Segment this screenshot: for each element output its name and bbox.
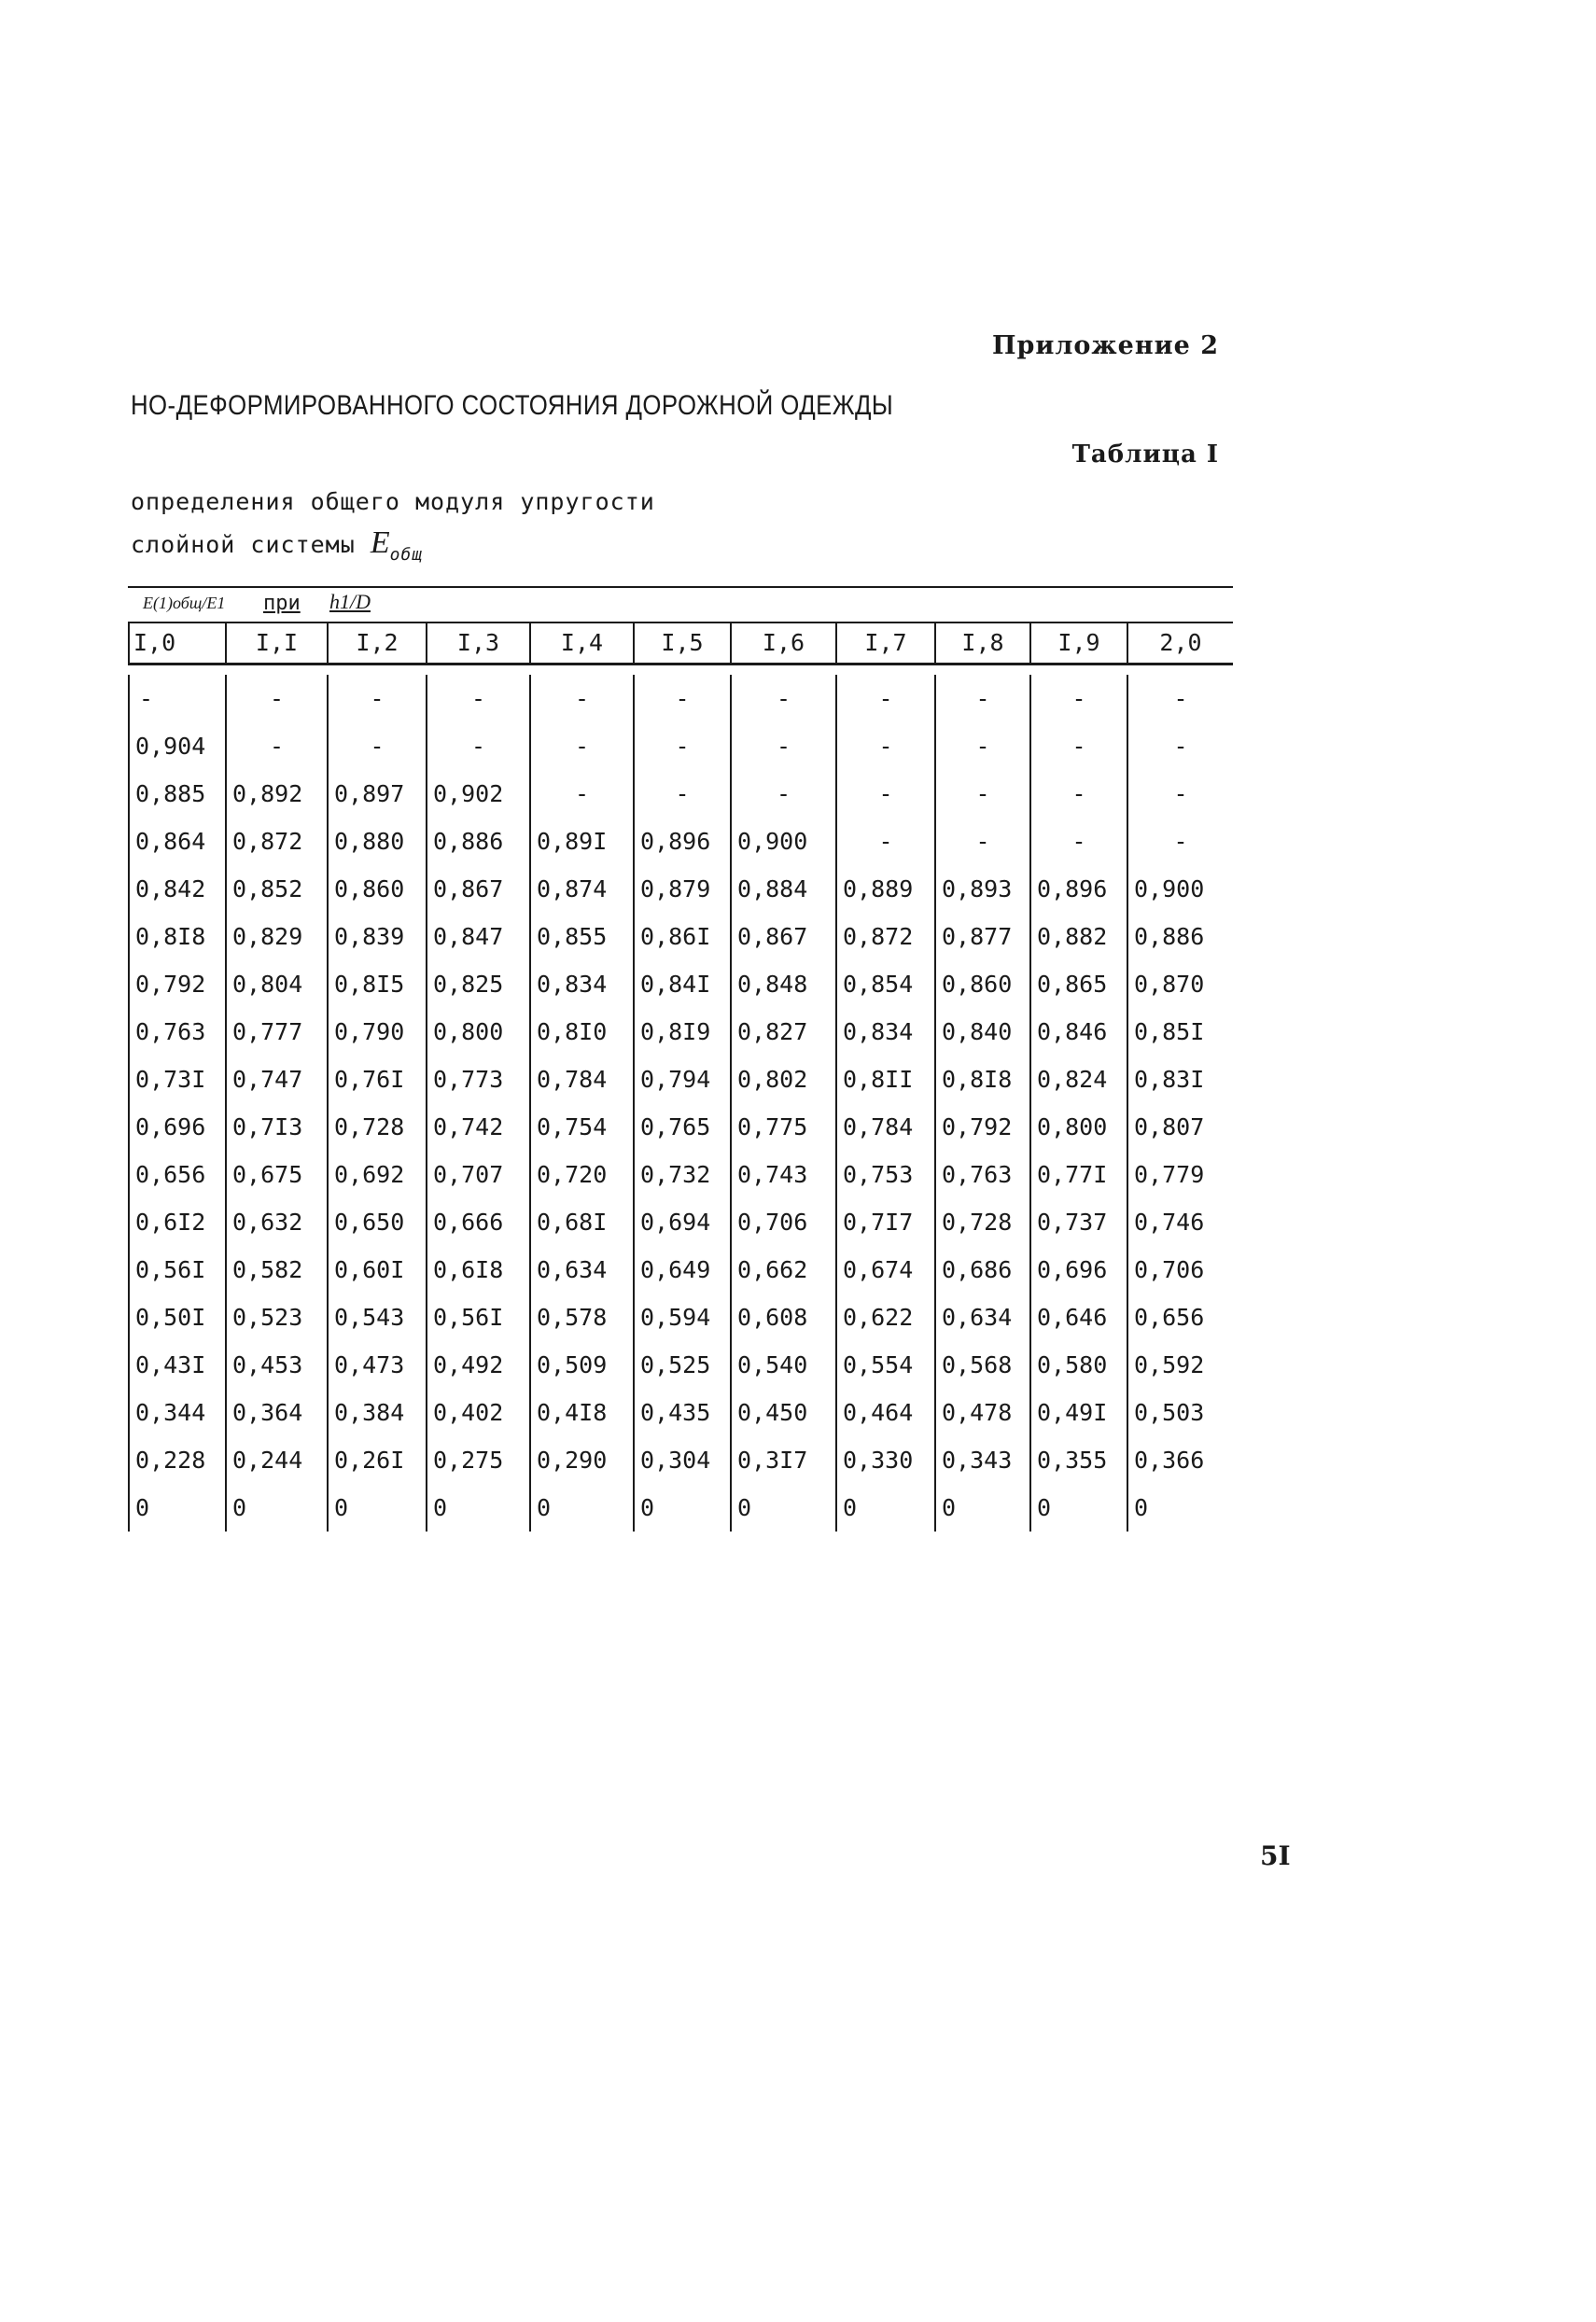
table-cell: - [1029, 818, 1127, 865]
table-cell: 0,753 [835, 1151, 934, 1198]
table-cell: 0,384 [327, 1389, 426, 1436]
thickness-ratio-label: h1/D [329, 590, 371, 613]
table-caption-line-2 [131, 525, 423, 565]
table-cell: 0,662 [730, 1246, 835, 1294]
table-cell: 0,674 [835, 1246, 934, 1294]
table-cell: 0,792 [128, 960, 225, 1008]
table-cell: - [730, 675, 835, 722]
table-cell: 0,763 [934, 1151, 1029, 1198]
table-cell: - [934, 675, 1029, 722]
column-header: 2,0 [1127, 623, 1233, 663]
table-cell: 0,580 [1029, 1341, 1127, 1389]
table-cell: 0,852 [225, 865, 327, 913]
table-cell: 0,56I [128, 1246, 225, 1294]
table-cell: 0 [633, 1484, 730, 1532]
table-row [128, 1246, 1233, 1294]
table-cell: 0,804 [225, 960, 327, 1008]
table-cell: 0,492 [426, 1341, 529, 1389]
table-cell: 0,43I [128, 1341, 225, 1389]
table-cell: 0,737 [1029, 1198, 1127, 1246]
table-cell: 0,330 [835, 1436, 934, 1484]
table-cell: 0 [934, 1484, 1029, 1532]
table-cell: 0,568 [934, 1341, 1029, 1389]
table-body [128, 665, 1233, 1532]
table-cell: 0,77I [1029, 1151, 1127, 1198]
table-cell: 0,779 [1127, 1151, 1233, 1198]
table-row [128, 913, 1233, 960]
table-cell: 0,867 [730, 913, 835, 960]
table-cell: 0,525 [633, 1341, 730, 1389]
page-heading: НО-ДЕФОРМИРОВАННОГО СОСТОЯНИЯ ДОРОЖНОЙ ОДЕЖДЫ [131, 390, 894, 421]
table-cell: 0 [128, 1484, 225, 1532]
table-cell: 0,554 [835, 1341, 934, 1389]
table-cell: 0,897 [327, 770, 426, 818]
table-cell: 0,872 [835, 913, 934, 960]
column-header: I,6 [730, 623, 835, 663]
table-cell: 0,884 [730, 865, 835, 913]
table-cell: 0,632 [225, 1198, 327, 1246]
table-cell: 0,896 [1029, 865, 1127, 913]
modulus-subscript: общ [389, 545, 424, 565]
table-cell: 0,860 [934, 960, 1029, 1008]
table-row [128, 1341, 1233, 1389]
table-cell: - [1029, 675, 1127, 722]
table-cell: 0,4I8 [529, 1389, 633, 1436]
table-cell: - [225, 722, 327, 770]
table-cell: 0,839 [327, 913, 426, 960]
table-cell: 0,608 [730, 1294, 835, 1341]
table-cell: 0,675 [225, 1151, 327, 1198]
table-cell: 0,800 [426, 1008, 529, 1056]
table-cell: 0,834 [835, 1008, 934, 1056]
table-cell: 0,874 [529, 865, 633, 913]
caption-text: слойной системы [131, 531, 356, 558]
table-row [128, 960, 1233, 1008]
table-cell: 0,6I2 [128, 1198, 225, 1246]
table-cell: 0,509 [529, 1341, 633, 1389]
table-row [128, 1198, 1233, 1246]
table-cell: - [934, 818, 1029, 865]
table-cell: - [1029, 770, 1127, 818]
table-cell: 0,89I [529, 818, 633, 865]
table-cell: 0,473 [327, 1341, 426, 1389]
modulus-table [128, 586, 1233, 1532]
table-row [128, 722, 1233, 770]
table-cell: 0,8I8 [934, 1056, 1029, 1103]
table-cell: 0,854 [835, 960, 934, 1008]
table-cell: 0,860 [327, 865, 426, 913]
table-cell: 0,364 [225, 1389, 327, 1436]
table-cell: 0,765 [633, 1103, 730, 1151]
table-cell: 0,26I [327, 1436, 426, 1484]
table-cell: 0,355 [1029, 1436, 1127, 1484]
table-cell: 0,634 [529, 1246, 633, 1294]
table-cell: 0,84I [633, 960, 730, 1008]
table-cell: 0 [225, 1484, 327, 1532]
table-cell: 0,706 [1127, 1246, 1233, 1294]
table-cell: 0,777 [225, 1008, 327, 1056]
table-cell: 0,450 [730, 1389, 835, 1436]
table-cell: 0,696 [1029, 1246, 1127, 1294]
table-cell: 0,453 [225, 1341, 327, 1389]
table-cell: 0,790 [327, 1008, 426, 1056]
table-cell: - [426, 722, 529, 770]
table-cell: 0,503 [1127, 1389, 1233, 1436]
table-cell: 0,244 [225, 1436, 327, 1484]
table-cell: 0,763 [128, 1008, 225, 1056]
table-cell: 0,343 [934, 1436, 1029, 1484]
table-cell: 0,847 [426, 913, 529, 960]
table-cell: 0,743 [730, 1151, 835, 1198]
table-cell: 0,885 [128, 770, 225, 818]
at-label: при [263, 592, 301, 615]
table-cell: 0,60I [327, 1246, 426, 1294]
table-row [128, 818, 1233, 865]
table-cell: 0,902 [426, 770, 529, 818]
table-cell: 0,889 [835, 865, 934, 913]
table-cell: 0,872 [225, 818, 327, 865]
column-header: I,3 [426, 623, 529, 663]
table-cell: - [934, 722, 1029, 770]
table-cell: 0 [835, 1484, 934, 1532]
table-cell: 0,646 [1029, 1294, 1127, 1341]
column-header: I,4 [529, 623, 633, 663]
table-cell: 0,840 [934, 1008, 1029, 1056]
table-cell: 0 [1127, 1484, 1233, 1532]
table-cell: 0,73I [128, 1056, 225, 1103]
table-cell: - [835, 818, 934, 865]
table-cell: 0,886 [426, 818, 529, 865]
table-cell: 0,85I [1127, 1008, 1233, 1056]
table-cell: - [225, 675, 327, 722]
table-cell: - [1127, 770, 1233, 818]
table-cell: 0,886 [1127, 913, 1233, 960]
table-row [128, 1389, 1233, 1436]
table-number-label: Таблица I [1071, 441, 1219, 469]
table-cell: 0,649 [633, 1246, 730, 1294]
table-cell: 0,435 [633, 1389, 730, 1436]
table-cell: 0,366 [1127, 1436, 1233, 1484]
table-cell: - [1127, 818, 1233, 865]
table-cell: 0 [426, 1484, 529, 1532]
table-cell: 0,686 [934, 1246, 1029, 1294]
table-cell: 0,8II [835, 1056, 934, 1103]
table-cell: 0,728 [934, 1198, 1029, 1246]
column-header: I,9 [1029, 623, 1127, 663]
table-cell: 0,6I8 [426, 1246, 529, 1294]
table-cell: - [934, 770, 1029, 818]
table-cell: 0 [327, 1484, 426, 1532]
table-cell: - [1127, 675, 1233, 722]
table-row [128, 1436, 1233, 1484]
table-cell: 0 [730, 1484, 835, 1532]
table-cell: - [128, 675, 225, 722]
table-cell: 0,694 [633, 1198, 730, 1246]
table-cell: 0 [1029, 1484, 1127, 1532]
table-cell: 0,304 [633, 1436, 730, 1484]
table-cell: 0,275 [426, 1436, 529, 1484]
table-cell: - [835, 675, 934, 722]
table-cell: - [1029, 722, 1127, 770]
table-cell: 0,746 [1127, 1198, 1233, 1246]
table-cell: 0,827 [730, 1008, 835, 1056]
table-cell: 0,900 [1127, 865, 1233, 913]
table-cell: 0,50I [128, 1294, 225, 1341]
table-cell: 0,344 [128, 1389, 225, 1436]
table-cell: - [529, 675, 633, 722]
table-cell: 0,732 [633, 1151, 730, 1198]
table-cell: 0,8I5 [327, 960, 426, 1008]
table-cell: 0,842 [128, 865, 225, 913]
table-cell: 0,523 [225, 1294, 327, 1341]
table-cell: 0,882 [1029, 913, 1127, 960]
table-cell: 0,290 [529, 1436, 633, 1484]
table-cell: 0,7I3 [225, 1103, 327, 1151]
table-cell: 0,464 [835, 1389, 934, 1436]
table-cell: 0,784 [529, 1056, 633, 1103]
table-row [128, 675, 1233, 722]
table-row [128, 865, 1233, 913]
table-row [128, 1484, 1233, 1532]
table-cell: 0,582 [225, 1246, 327, 1294]
table-cell: - [1127, 722, 1233, 770]
table-cell: 0,402 [426, 1389, 529, 1436]
table-row [128, 1056, 1233, 1103]
table-cell: 0,870 [1127, 960, 1233, 1008]
table-cell: 0,846 [1029, 1008, 1127, 1056]
table-cell: 0,802 [730, 1056, 835, 1103]
table-cell: 0,656 [128, 1151, 225, 1198]
table-cell: 0,824 [1029, 1056, 1127, 1103]
table-cell: 0,666 [426, 1198, 529, 1246]
table-cell: 0,807 [1127, 1103, 1233, 1151]
table-cell: 0,829 [225, 913, 327, 960]
table-cell: 0,622 [835, 1294, 934, 1341]
table-cell: 0,56I [426, 1294, 529, 1341]
table-row [128, 770, 1233, 818]
table-cell: 0,864 [128, 818, 225, 865]
table-cell: 0,877 [934, 913, 1029, 960]
table-cell: 0,893 [934, 865, 1029, 913]
column-header: I,I [225, 623, 327, 663]
column-header: I,7 [835, 623, 934, 663]
table-cell: 0,707 [426, 1151, 529, 1198]
table-cell: - [730, 722, 835, 770]
table-cell: - [529, 770, 633, 818]
table-caption-line-1: определения общего модуля упругости [131, 488, 655, 515]
table-cell: - [529, 722, 633, 770]
table-cell: 0,68I [529, 1198, 633, 1246]
table-cell: - [633, 675, 730, 722]
table-cell: 0,692 [327, 1151, 426, 1198]
table-cell: 0,773 [426, 1056, 529, 1103]
table-cell: 0,896 [633, 818, 730, 865]
table-row [128, 1151, 1233, 1198]
table-cell: - [327, 722, 426, 770]
appendix-label: Приложение 2 [991, 331, 1219, 360]
table-cell: 0,8I8 [128, 913, 225, 960]
column-header: I,5 [633, 623, 730, 663]
table-cell: 0,742 [426, 1103, 529, 1151]
table-cell: 0,83I [1127, 1056, 1233, 1103]
table-cell: 0,834 [529, 960, 633, 1008]
modulus-symbol: E [370, 525, 390, 560]
column-header: I,8 [934, 623, 1029, 663]
table-cell: 0,3I7 [730, 1436, 835, 1484]
table-cell: 0,8I9 [633, 1008, 730, 1056]
table-cell: 0,880 [327, 818, 426, 865]
table-cell: 0,76I [327, 1056, 426, 1103]
table-cell: 0,892 [225, 770, 327, 818]
table-cell: 0,592 [1127, 1341, 1233, 1389]
table-cell: 0,800 [1029, 1103, 1127, 1151]
table-cell: 0,747 [225, 1056, 327, 1103]
table-cell: 0,879 [633, 865, 730, 913]
table-cell: 0,904 [128, 722, 225, 770]
table-cell: 0,696 [128, 1103, 225, 1151]
table-cell: 0,228 [128, 1436, 225, 1484]
table-cell: 0,706 [730, 1198, 835, 1246]
table-cell: 0,720 [529, 1151, 633, 1198]
table-cell: - [835, 770, 934, 818]
table-row [128, 1008, 1233, 1056]
table-cell: 0,656 [1127, 1294, 1233, 1341]
table-cell: 0,754 [529, 1103, 633, 1151]
table-cell: - [633, 722, 730, 770]
table-cell: 0,8I0 [529, 1008, 633, 1056]
table-cell: 0,865 [1029, 960, 1127, 1008]
table-cell: 0,728 [327, 1103, 426, 1151]
table-cell: - [426, 675, 529, 722]
table-cell: 0,543 [327, 1294, 426, 1341]
page-number: 5I [1260, 1840, 1291, 1871]
table-cell: 0,594 [633, 1294, 730, 1341]
table-cell: - [633, 770, 730, 818]
table-cell: - [730, 770, 835, 818]
table-cell: 0,775 [730, 1103, 835, 1151]
table-cell: 0,86I [633, 913, 730, 960]
table-parameter-row [128, 588, 1233, 622]
table-cell: 0,540 [730, 1341, 835, 1389]
table-cell: 0,650 [327, 1198, 426, 1246]
table-cell: 0,792 [934, 1103, 1029, 1151]
table-cell: 0,867 [426, 865, 529, 913]
column-header: I,2 [327, 623, 426, 663]
table-cell: 0,848 [730, 960, 835, 1008]
table-cell: 0,794 [633, 1056, 730, 1103]
table-cell: 0,478 [934, 1389, 1029, 1436]
ratio-label: E(1)общ/E1 [143, 594, 226, 612]
table-cell: 0 [529, 1484, 633, 1532]
table-cell: 0,578 [529, 1294, 633, 1341]
column-header: I,0 [128, 623, 225, 663]
table-cell: 0,784 [835, 1103, 934, 1151]
table-row [128, 1294, 1233, 1341]
table-cell: 0,49I [1029, 1389, 1127, 1436]
table-cell: 0,7I7 [835, 1198, 934, 1246]
table-cell: - [835, 722, 934, 770]
table-cell: - [327, 675, 426, 722]
table-cell: 0,825 [426, 960, 529, 1008]
table-cell: 0,855 [529, 913, 633, 960]
table-cell: 0,634 [934, 1294, 1029, 1341]
table-header-row [128, 623, 1233, 665]
table-row [128, 1103, 1233, 1151]
table-cell: 0,900 [730, 818, 835, 865]
